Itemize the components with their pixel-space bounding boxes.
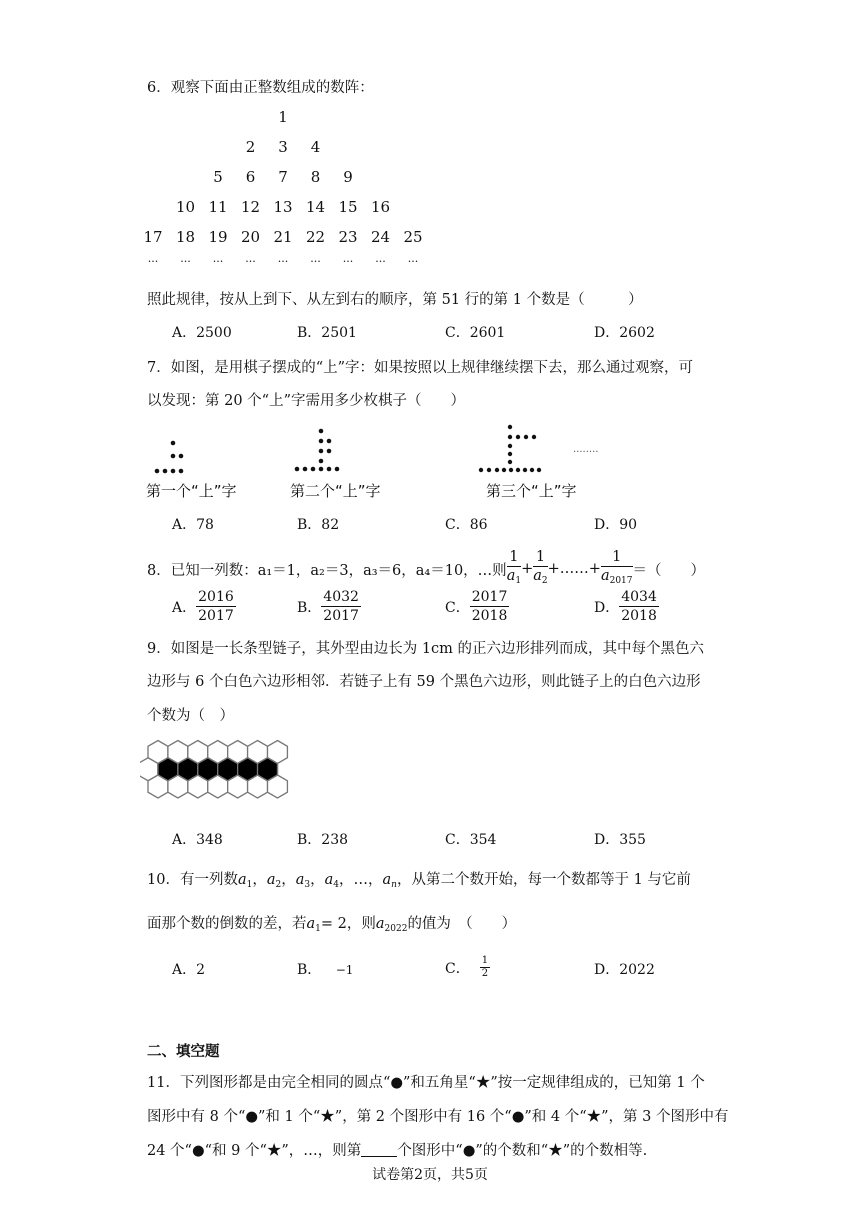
q10-a2: a bbox=[266, 872, 276, 888]
q6-option-b[interactable]: B．2501 bbox=[297, 325, 357, 341]
matrix-cell: 24 bbox=[370, 228, 391, 246]
matrix-cell: 9 bbox=[343, 168, 353, 186]
q9-line2: 边形与 6 个白色六边形相邻．若链子上有 59 个黑色六边形，则此链子上的白色六边形 bbox=[147, 674, 701, 690]
q8-term-1 bbox=[507, 548, 521, 590]
q10-sep-1: ， bbox=[252, 872, 267, 888]
q8-option-b-letter: B． bbox=[297, 599, 322, 616]
q10-line2-mid: ，则 bbox=[346, 916, 376, 932]
q10-a4-sub: 4 bbox=[333, 880, 340, 890]
matrix-cell: 23 bbox=[338, 228, 358, 246]
q6-option-a[interactable]: A．2500 bbox=[172, 325, 232, 341]
q8-option-a-num: 2016 bbox=[198, 589, 234, 605]
q10-a3: a bbox=[295, 872, 305, 888]
matrix-cell: 2 bbox=[245, 138, 256, 156]
q10-line2 bbox=[147, 912, 516, 934]
black-hexagon bbox=[198, 758, 218, 781]
q8-term-1-sub: 1 bbox=[515, 576, 522, 586]
q8-option-c-num: 2017 bbox=[471, 589, 508, 605]
q6-option-d[interactable]: D．2602 bbox=[594, 325, 655, 341]
matrix-cell: ... bbox=[147, 252, 159, 265]
matrix-cell: 19 bbox=[208, 228, 228, 246]
matrix-cell: ... bbox=[375, 252, 386, 265]
q8-tail: ＝（ ） bbox=[632, 562, 705, 579]
shang-label-3: 第三个“上”字 bbox=[486, 482, 577, 500]
matrix-cell: 15 bbox=[338, 198, 358, 216]
q10-a2022: a bbox=[375, 916, 385, 932]
q7-option-d[interactable]: D．90 bbox=[594, 517, 638, 533]
matrix-cell: 5 bbox=[213, 168, 223, 186]
matrix-cell: 3 bbox=[278, 138, 288, 156]
q7-line2: 以发现：第 20 个“上”字需用多少枚棋子（ ） bbox=[147, 393, 465, 409]
q10-an: a bbox=[382, 872, 392, 888]
q10-a2-sub: 2 bbox=[275, 880, 282, 890]
q10-sep-4: ， bbox=[339, 872, 354, 888]
q10-sep-5: ， bbox=[368, 872, 383, 888]
shang-label-2: 第二个“上”字 bbox=[290, 482, 381, 500]
q8-term-last bbox=[601, 548, 633, 590]
q8-option-b-num: 4032 bbox=[323, 589, 359, 605]
q8-ellipsis: +……+ bbox=[547, 561, 601, 577]
q10-line2-prefix: 面那个数的倒数的差，若 bbox=[147, 916, 307, 932]
q8-option-d-letter: D． bbox=[594, 599, 620, 616]
hexagon-chain-figure bbox=[140, 738, 390, 808]
matrix-cell: ... bbox=[310, 252, 321, 265]
q10-dots: … bbox=[353, 872, 369, 888]
matrix-cell: ... bbox=[180, 252, 191, 265]
matrix-cell: ... bbox=[277, 252, 289, 265]
q10-an-sub: n bbox=[391, 880, 397, 890]
q8-term-2-den: a bbox=[533, 568, 542, 584]
matrix-cell: 17 bbox=[143, 228, 163, 246]
q10-sep-2: ， bbox=[281, 872, 296, 888]
q10-option-c-letter: C． bbox=[445, 960, 470, 977]
q8-option-c-letter: C． bbox=[445, 599, 470, 616]
matrix-cell: 21 bbox=[273, 228, 293, 246]
q10-a1-cond: a bbox=[306, 916, 316, 932]
q8-option-b-den: 2017 bbox=[323, 608, 359, 624]
q9-line1: 9．如图是一长条型链子，其外型由边长为 1cm 的正六边形排列而成，其中每个黑色六 bbox=[147, 641, 705, 657]
q10-line1 bbox=[147, 868, 691, 890]
q8-term-1-num: 1 bbox=[507, 548, 521, 567]
q10-option-c[interactable] bbox=[445, 955, 490, 980]
q10-a1: a bbox=[237, 872, 247, 888]
matrix-cell: 18 bbox=[175, 228, 196, 246]
q10-line1-rest: ，从第二个数开始，每一个数都等于 1 与它前 bbox=[396, 872, 691, 888]
q8-option-a-den: 2017 bbox=[198, 608, 234, 624]
q10-option-a[interactable]: A．2 bbox=[172, 962, 206, 978]
q6-question: 照此规律，按从上到下、从左到右的顺序，第 51 行的第 1 个数是（ ） bbox=[147, 292, 643, 308]
q8-term-2 bbox=[533, 548, 547, 590]
matrix-cell: 1 bbox=[278, 108, 288, 126]
white-hexagon bbox=[140, 758, 158, 781]
q9-option-d[interactable]: D．355 bbox=[594, 832, 646, 848]
page-footer: 试卷第2页，共5页 bbox=[372, 1167, 488, 1183]
q9-option-b[interactable]: B．238 bbox=[297, 832, 349, 848]
q10-a3-sub: 3 bbox=[304, 880, 311, 890]
q8-plus: + bbox=[521, 561, 534, 577]
q9-option-a[interactable]: A．348 bbox=[172, 832, 223, 848]
matrix-cell: 13 bbox=[273, 198, 293, 216]
q11-answer-blank[interactable] bbox=[361, 1142, 397, 1157]
matrix-cell: 10 bbox=[175, 198, 196, 216]
q10-option-c-den: 2 bbox=[481, 968, 489, 979]
matrix-cell: ... bbox=[342, 252, 354, 265]
black-hexagon bbox=[258, 758, 278, 781]
section-title: 二、填空题 bbox=[147, 1044, 220, 1060]
q10-a4: a bbox=[324, 872, 334, 888]
q8-option-a-letter: A． bbox=[172, 599, 197, 616]
matrix-cell: ... bbox=[245, 252, 256, 265]
matrix-cell: 11 bbox=[208, 198, 228, 216]
q11-line3-prefix: 24 个“●“和 9 个“★”，…，则第 bbox=[147, 1143, 362, 1159]
q6-option-c[interactable]: C．2601 bbox=[445, 325, 506, 341]
q8-term-2-sub: 2 bbox=[541, 576, 548, 586]
matrix-cell: 25 bbox=[403, 228, 423, 246]
q10-a1-cond-sub: 1 bbox=[315, 924, 321, 934]
q10-a2022-sub: 2022 bbox=[384, 924, 408, 934]
q7-option-c[interactable]: C．86 bbox=[445, 517, 488, 533]
q7-line1: 7．如图，是用棋子摆成的“上”字：如果按照以上规律继续摆下去，那么通过观察，可 bbox=[147, 360, 694, 376]
q10-option-b[interactable] bbox=[297, 959, 353, 979]
q10-option-c-num: 1 bbox=[481, 955, 489, 966]
matrix-cell: 8 bbox=[310, 168, 321, 186]
q7-option-b[interactable]: B．82 bbox=[297, 517, 340, 533]
q10-option-b-letter: B． bbox=[297, 962, 322, 978]
q10-option-b-value: −1 bbox=[335, 963, 354, 977]
black-hexagon bbox=[218, 758, 238, 781]
continuation-dots: ........ bbox=[573, 444, 599, 455]
q8-term-last-sub: 2017 bbox=[609, 576, 633, 586]
q8-option-c-den: 2018 bbox=[471, 608, 508, 624]
matrix-cell: 7 bbox=[278, 168, 288, 186]
shang-label-1: 第一个“上”字 bbox=[146, 482, 237, 500]
q8-term-last-den: a bbox=[600, 568, 610, 584]
q11-line3-rest: 个图形中“●”的个数和“★”的个数相等. bbox=[397, 1143, 648, 1159]
black-hexagon bbox=[238, 758, 258, 781]
q8-option-d[interactable] bbox=[594, 588, 659, 625]
matrix-cell: 14 bbox=[305, 198, 326, 216]
matrix-cell: 22 bbox=[305, 228, 326, 246]
matrix-cell: 4 bbox=[310, 138, 321, 156]
q11-line3 bbox=[147, 1139, 647, 1160]
q11-line1: 11．下列图形都是由完全相同的圆点“●”和五角星“★”按一定规律组成的，已知第 1 个 bbox=[147, 1075, 705, 1091]
q8-term-1-den: a bbox=[506, 568, 516, 584]
matrix-cell: 16 bbox=[370, 198, 391, 216]
q8-term-2-num: 1 bbox=[533, 548, 547, 567]
q7-option-a[interactable]: A．78 bbox=[172, 517, 214, 533]
matrix-cell: 6 bbox=[245, 168, 256, 186]
matrix-cell: ... bbox=[212, 252, 224, 265]
q11-line2: 图形中有 8 个“●”和 1 个“★”，第 2 个图形中有 16 个“●”和 4 个“★”，第 3 个图形中有 bbox=[147, 1109, 729, 1125]
q10-prefix: 10．有一列数 bbox=[147, 872, 238, 888]
black-hexagon bbox=[158, 758, 178, 781]
q10-eq: = 2 bbox=[320, 916, 347, 932]
matrix-cell: 20 bbox=[240, 228, 261, 246]
q8-option-a[interactable] bbox=[172, 588, 236, 625]
matrix-cell: ... bbox=[407, 252, 419, 265]
q8-option-d-den: 2018 bbox=[621, 608, 657, 624]
q10-option-d[interactable]: D．2022 bbox=[594, 962, 655, 978]
q8-stem: 8．已知一列数：a₁＝1，a₂＝3，a₃＝6，a₄＝10，…则 bbox=[147, 562, 507, 579]
q8-stem-line bbox=[147, 548, 705, 590]
q10-a1-sub: 1 bbox=[246, 880, 253, 890]
matrix-cell: 12 bbox=[240, 198, 261, 216]
q8-option-b[interactable] bbox=[297, 588, 361, 625]
q8-option-c[interactable] bbox=[445, 588, 509, 625]
q8-option-d-num: 4034 bbox=[621, 589, 657, 605]
q9-line3: 个数为（ ） bbox=[147, 708, 234, 724]
shang-figure-3 bbox=[479, 425, 541, 472]
q9-option-c[interactable]: C．354 bbox=[445, 832, 497, 848]
q8-term-last-num: 1 bbox=[601, 548, 633, 567]
q10-line2-tail: 的值为 （ ） bbox=[407, 916, 517, 932]
q10-sep-3: ， bbox=[310, 872, 325, 888]
black-hexagon bbox=[178, 758, 198, 781]
shang-figure-2 bbox=[295, 429, 340, 472]
q6-stem: 6．观察下面由正整数组成的数阵： bbox=[147, 80, 374, 96]
shang-figure-1 bbox=[155, 441, 184, 474]
